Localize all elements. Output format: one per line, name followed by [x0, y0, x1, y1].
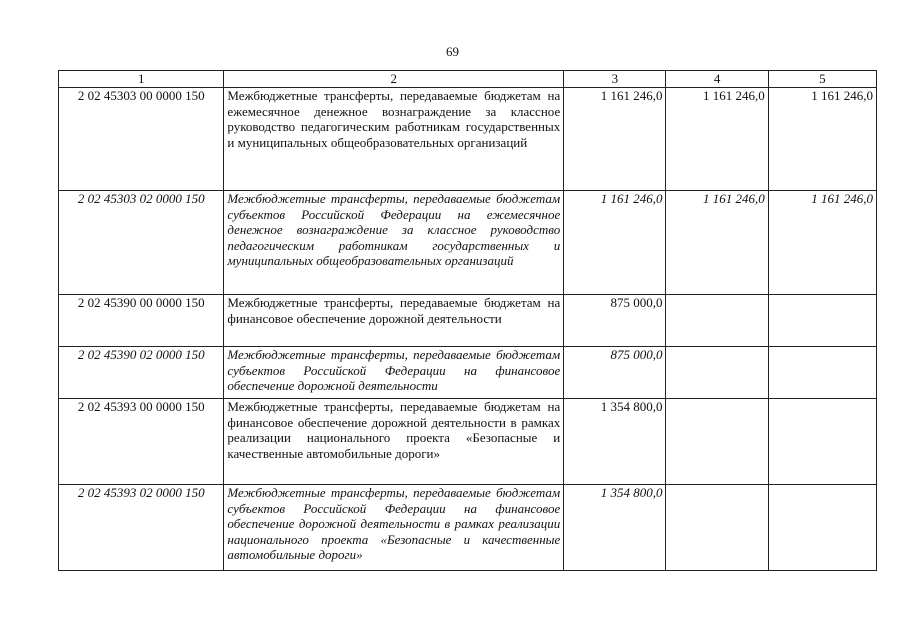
- table-row: [59, 347, 877, 399]
- row-value-5: 1 161 246,0: [768, 88, 876, 191]
- row-code: 2 02 45303 00 0000 150: [59, 88, 224, 191]
- header-row: [59, 71, 877, 88]
- row-description: Межбюджетные трансферты, передаваемые бюджетам субъектов Российской Федерации на финансовое обеспечение дорожной деятельности в рамках реализации национального проекта «Безопасные и качественные автомобильные дороги»: [224, 485, 564, 571]
- header-col-1: 1: [59, 71, 224, 88]
- row-description: Межбюджетные трансферты, передаваемые бюджетам субъектов Российской Федерации на ежемесячное денежное вознаграждение за классное руководство педагогическим работникам государственных и муниципальных общеобразовательных организаций: [224, 191, 564, 295]
- row-value-5: [768, 485, 876, 571]
- row-value-5: [768, 295, 876, 347]
- row-value-4: 1 161 246,0: [666, 88, 768, 191]
- row-code: 2 02 45390 02 0000 150: [59, 347, 224, 399]
- row-value-3: 875 000,0: [564, 295, 666, 347]
- row-code: 2 02 45393 02 0000 150: [59, 485, 224, 571]
- header-col-2: 2: [224, 71, 564, 88]
- table-row: [59, 485, 877, 571]
- row-value-4: [666, 295, 768, 347]
- row-value-5: [768, 347, 876, 399]
- row-value-4: [666, 485, 768, 571]
- row-value-3: 1 161 246,0: [564, 88, 666, 191]
- row-code: 2 02 45390 00 0000 150: [59, 295, 224, 347]
- header-col-5: 5: [768, 71, 876, 88]
- row-description: Межбюджетные трансферты, передаваемые бюджетам на ежемесячное денежное вознаграждение за классное руководство педагогическим работникам государственных и муниципальных общеобразовательных организаций: [224, 88, 564, 191]
- table-row: [59, 88, 877, 191]
- budget-table: [58, 70, 877, 571]
- row-code: 2 02 45393 00 0000 150: [59, 399, 224, 485]
- row-code: 2 02 45303 02 0000 150: [59, 191, 224, 295]
- row-value-3: 1 354 800,0: [564, 485, 666, 571]
- header-col-3: 3: [564, 71, 666, 88]
- table-row: [59, 399, 877, 485]
- row-value-5: [768, 399, 876, 485]
- row-value-4: [666, 399, 768, 485]
- row-value-3: 1 161 246,0: [564, 191, 666, 295]
- header-col-4: 4: [666, 71, 768, 88]
- row-description: Межбюджетные трансферты, передаваемые бюджетам на финансовое обеспечение дорожной деятельности в рамках реализации национального проекта «Безопасные и качественные автомобильные дороги»: [224, 399, 564, 485]
- row-value-3: 1 354 800,0: [564, 399, 666, 485]
- page-number: 69: [446, 44, 459, 59]
- row-value-3: 875 000,0: [564, 347, 666, 399]
- row-description: Межбюджетные трансферты, передаваемые бюджетам на финансовое обеспечение дорожной деятельности: [224, 295, 564, 347]
- table-row: [59, 191, 877, 295]
- row-description: Межбюджетные трансферты, передаваемые бюджетам субъектов Российской Федерации на финансовое обеспечение дорожной деятельности: [224, 347, 564, 399]
- row-value-4: [666, 347, 768, 399]
- row-value-5: 1 161 246,0: [768, 191, 876, 295]
- table-row: [59, 295, 877, 347]
- row-value-4: 1 161 246,0: [666, 191, 768, 295]
